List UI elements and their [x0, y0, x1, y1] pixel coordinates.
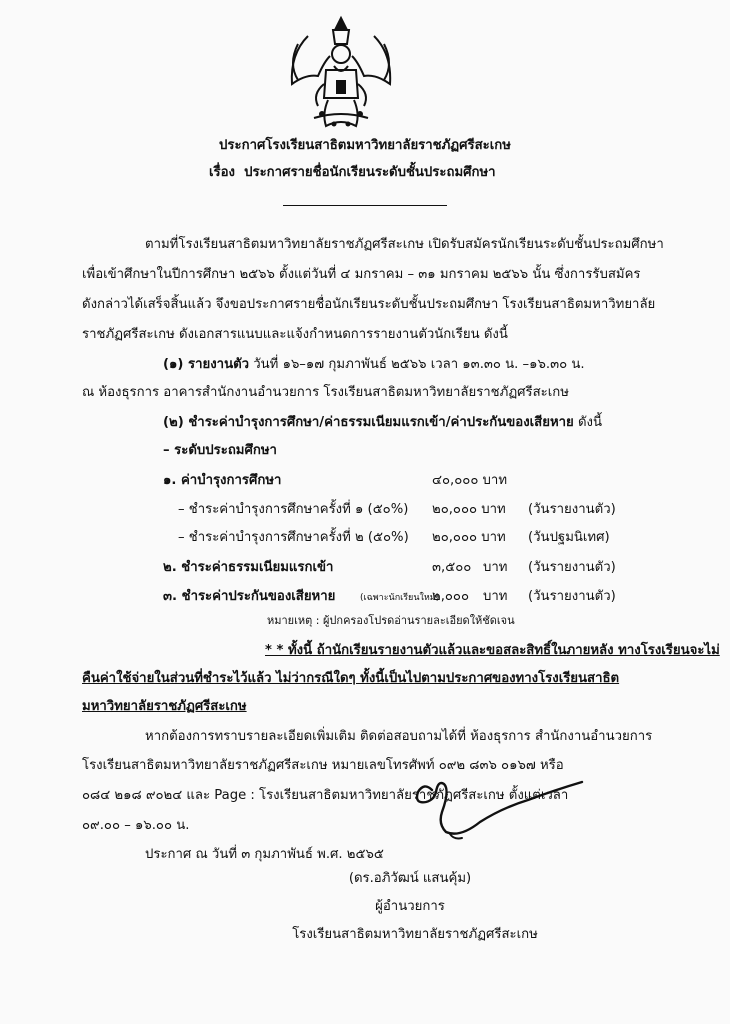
- item-1-label: (๑) รายงานตัว: [163, 357, 250, 372]
- fee-3-label: ๓. ชำระค่าประกันของเสียหาย: [163, 589, 336, 604]
- item-1-text: วันที่ ๑๖–๑๗ กุมภาพันธ์ ๒๕๖๖ เวลา ๑๓.๓๐ น. –๑๖.๓๐ น.: [253, 357, 585, 372]
- fee-2-label: ๒. ชำระค่าธรรมเนียมแรกเข้า: [163, 560, 334, 575]
- subject-line: [209, 164, 496, 182]
- contact-line-4: ๐๙.๐๐ – ๑๖.๐๐ น.: [82, 818, 190, 833]
- fee-1-label: ๑. ค่าบำรุงการศึกษา: [163, 473, 282, 488]
- fee-1b-amount: ๒๐,๐๐๐ บาท: [432, 530, 506, 545]
- intro-line-2: เพื่อเข้าศึกษาในปีการศึกษา ๒๕๖๖ ตั้งแต่วันที่ ๔ มกราคม – ๓๑ มกราคม ๒๕๖๖ นั้น ซึ่งการรับสมัคร: [82, 267, 641, 282]
- warning-line-2: คืนค่าใช้จ่ายในส่วนที่ชำระไว้แล้ว ไม่ว่ากรณีใดๆ ทั้งนี้เป็นไปตามประกาศของทางโรงเรียนสาธิต: [82, 671, 620, 686]
- item-1-line: [163, 356, 585, 374]
- fee-2-amount: ๓,๕๐๐: [432, 560, 472, 575]
- level-heading: – ระดับประถมศึกษา: [163, 443, 277, 458]
- header-divider: [283, 205, 447, 206]
- fee-1b-label: – ชำระค่าบำรุงการศึกษาครั้งที่ ๒ (๕๐%): [178, 530, 409, 545]
- subject-text: ประกาศรายชื่อนักเรียนระดับชั้นประถมศึกษา: [244, 165, 496, 180]
- fee-1a-label: – ชำระค่าบำรุงการศึกษาครั้งที่ ๑ (๕๐%): [178, 502, 409, 517]
- fee-3-small-note: (เฉพาะนักเรียนใหม่): [360, 593, 440, 603]
- warning-line-1: * * ทั้งนี้ ถ้านักเรียนรายงานตัวแล้วและขอสละสิทธิ์ในภายหลัง ทางโรงเรียนจะไม่: [265, 643, 720, 658]
- fee-3-amount: ๒,๐๐๐: [432, 589, 470, 604]
- item-2-line: [163, 414, 602, 432]
- signatory-position: ผู้อำนวยการ: [375, 899, 445, 914]
- contact-line-1: หากต้องการทราบรายละเอียดเพิ่มเติม ติดต่อสอบถามได้ที่ ห้องธุรการ สำนักงานอำนวยการ: [145, 729, 653, 744]
- remark: หมายเหตุ : ผู้ปกครองโปรดอ่านรายละเอียดให้ชัดเจน: [267, 614, 515, 627]
- fee-2-note: (วันรายงานตัว): [528, 560, 616, 575]
- fee-2-unit: บาท: [483, 560, 508, 575]
- fee-1b-note: (วันปฐมนิเทศ): [528, 530, 610, 545]
- intro-line-4: ราชภัฏศรีสะเกษ ดังเอกสารแนบและแจ้งกำหนดการรายงานตัวนักเรียน ดังนี้: [82, 327, 508, 342]
- item-2-label: (๒) ชำระค่าบำรุงการศึกษา/ค่าธรรมเนียมแรกเข้า/ค่าประกันของเสียหาย: [163, 415, 574, 430]
- contact-line-2: โรงเรียนสาธิตมหาวิทยาลัยราชภัฏศรีสะเกษ หมายเลขโทรศัพท์ ๐๙๒ ๘๓๖ ๐๑๖๗ หรือ: [82, 758, 564, 773]
- fee-1a-note: (วันรายงานตัว): [528, 502, 616, 517]
- fee-1a-amount: ๒๐,๐๐๐ บาท: [432, 502, 506, 517]
- contact-line-3: ๐๘๔ ๒๑๘ ๙๐๒๔ และ Page : โรงเรียนสาธิตมหาวิทยาลัยราชภัฏศรีสะเกษ ตั้งแต่เวลา: [82, 788, 569, 803]
- signatory-name: (ดร.อภิวัฒน์ แสนคุ้ม): [348, 871, 472, 886]
- fee-1-amount: ๔๐,๐๐๐ บาท: [432, 473, 508, 488]
- intro-line-1: ตามที่โรงเรียนสาธิตมหาวิทยาลัยราชภัฏศรีสะเกษ เปิดรับสมัครนักเรียนระดับชั้นประถมศึกษา: [145, 237, 664, 252]
- subject-prefix: เรื่อง: [209, 165, 235, 180]
- item-2-suffix: ดังนี้: [577, 415, 602, 430]
- warning-line-3: มหาวิทยาลัยราชภัฏศรีสะเกษ: [82, 699, 247, 714]
- garuda-emblem-icon: [278, 14, 404, 132]
- signatory-organization: โรงเรียนสาธิตมหาวิทยาลัยราชภัฏศรีสะเกษ: [292, 927, 538, 942]
- fee-3-unit: บาท: [483, 589, 508, 604]
- announcement-title: ประกาศโรงเรียนสาธิตมหาวิทยาลัยราชภัฏศรีสะเกษ: [219, 138, 511, 153]
- announcement-date: ประกาศ ณ วันที่ ๓ กุมภาพันธ์ พ.ศ. ๒๕๖๕: [145, 847, 384, 862]
- handwritten-signature-icon: [410, 772, 590, 847]
- item-1-location: ณ ห้องธุรการ อาคารสำนักงานอำนวยการ โรงเรียนสาธิตมหาวิทยาลัยราชภัฏศรีสะเกษ: [82, 385, 569, 400]
- fee-3-note: (วันรายงานตัว): [528, 589, 616, 604]
- intro-line-3: ดังกล่าวได้เสร็จสิ้นแล้ว จึงขอประกาศรายชื่อนักเรียนระดับชั้นประถมศึกษา โรงเรียนสาธิตมหาวิทยาลัย: [82, 297, 656, 312]
